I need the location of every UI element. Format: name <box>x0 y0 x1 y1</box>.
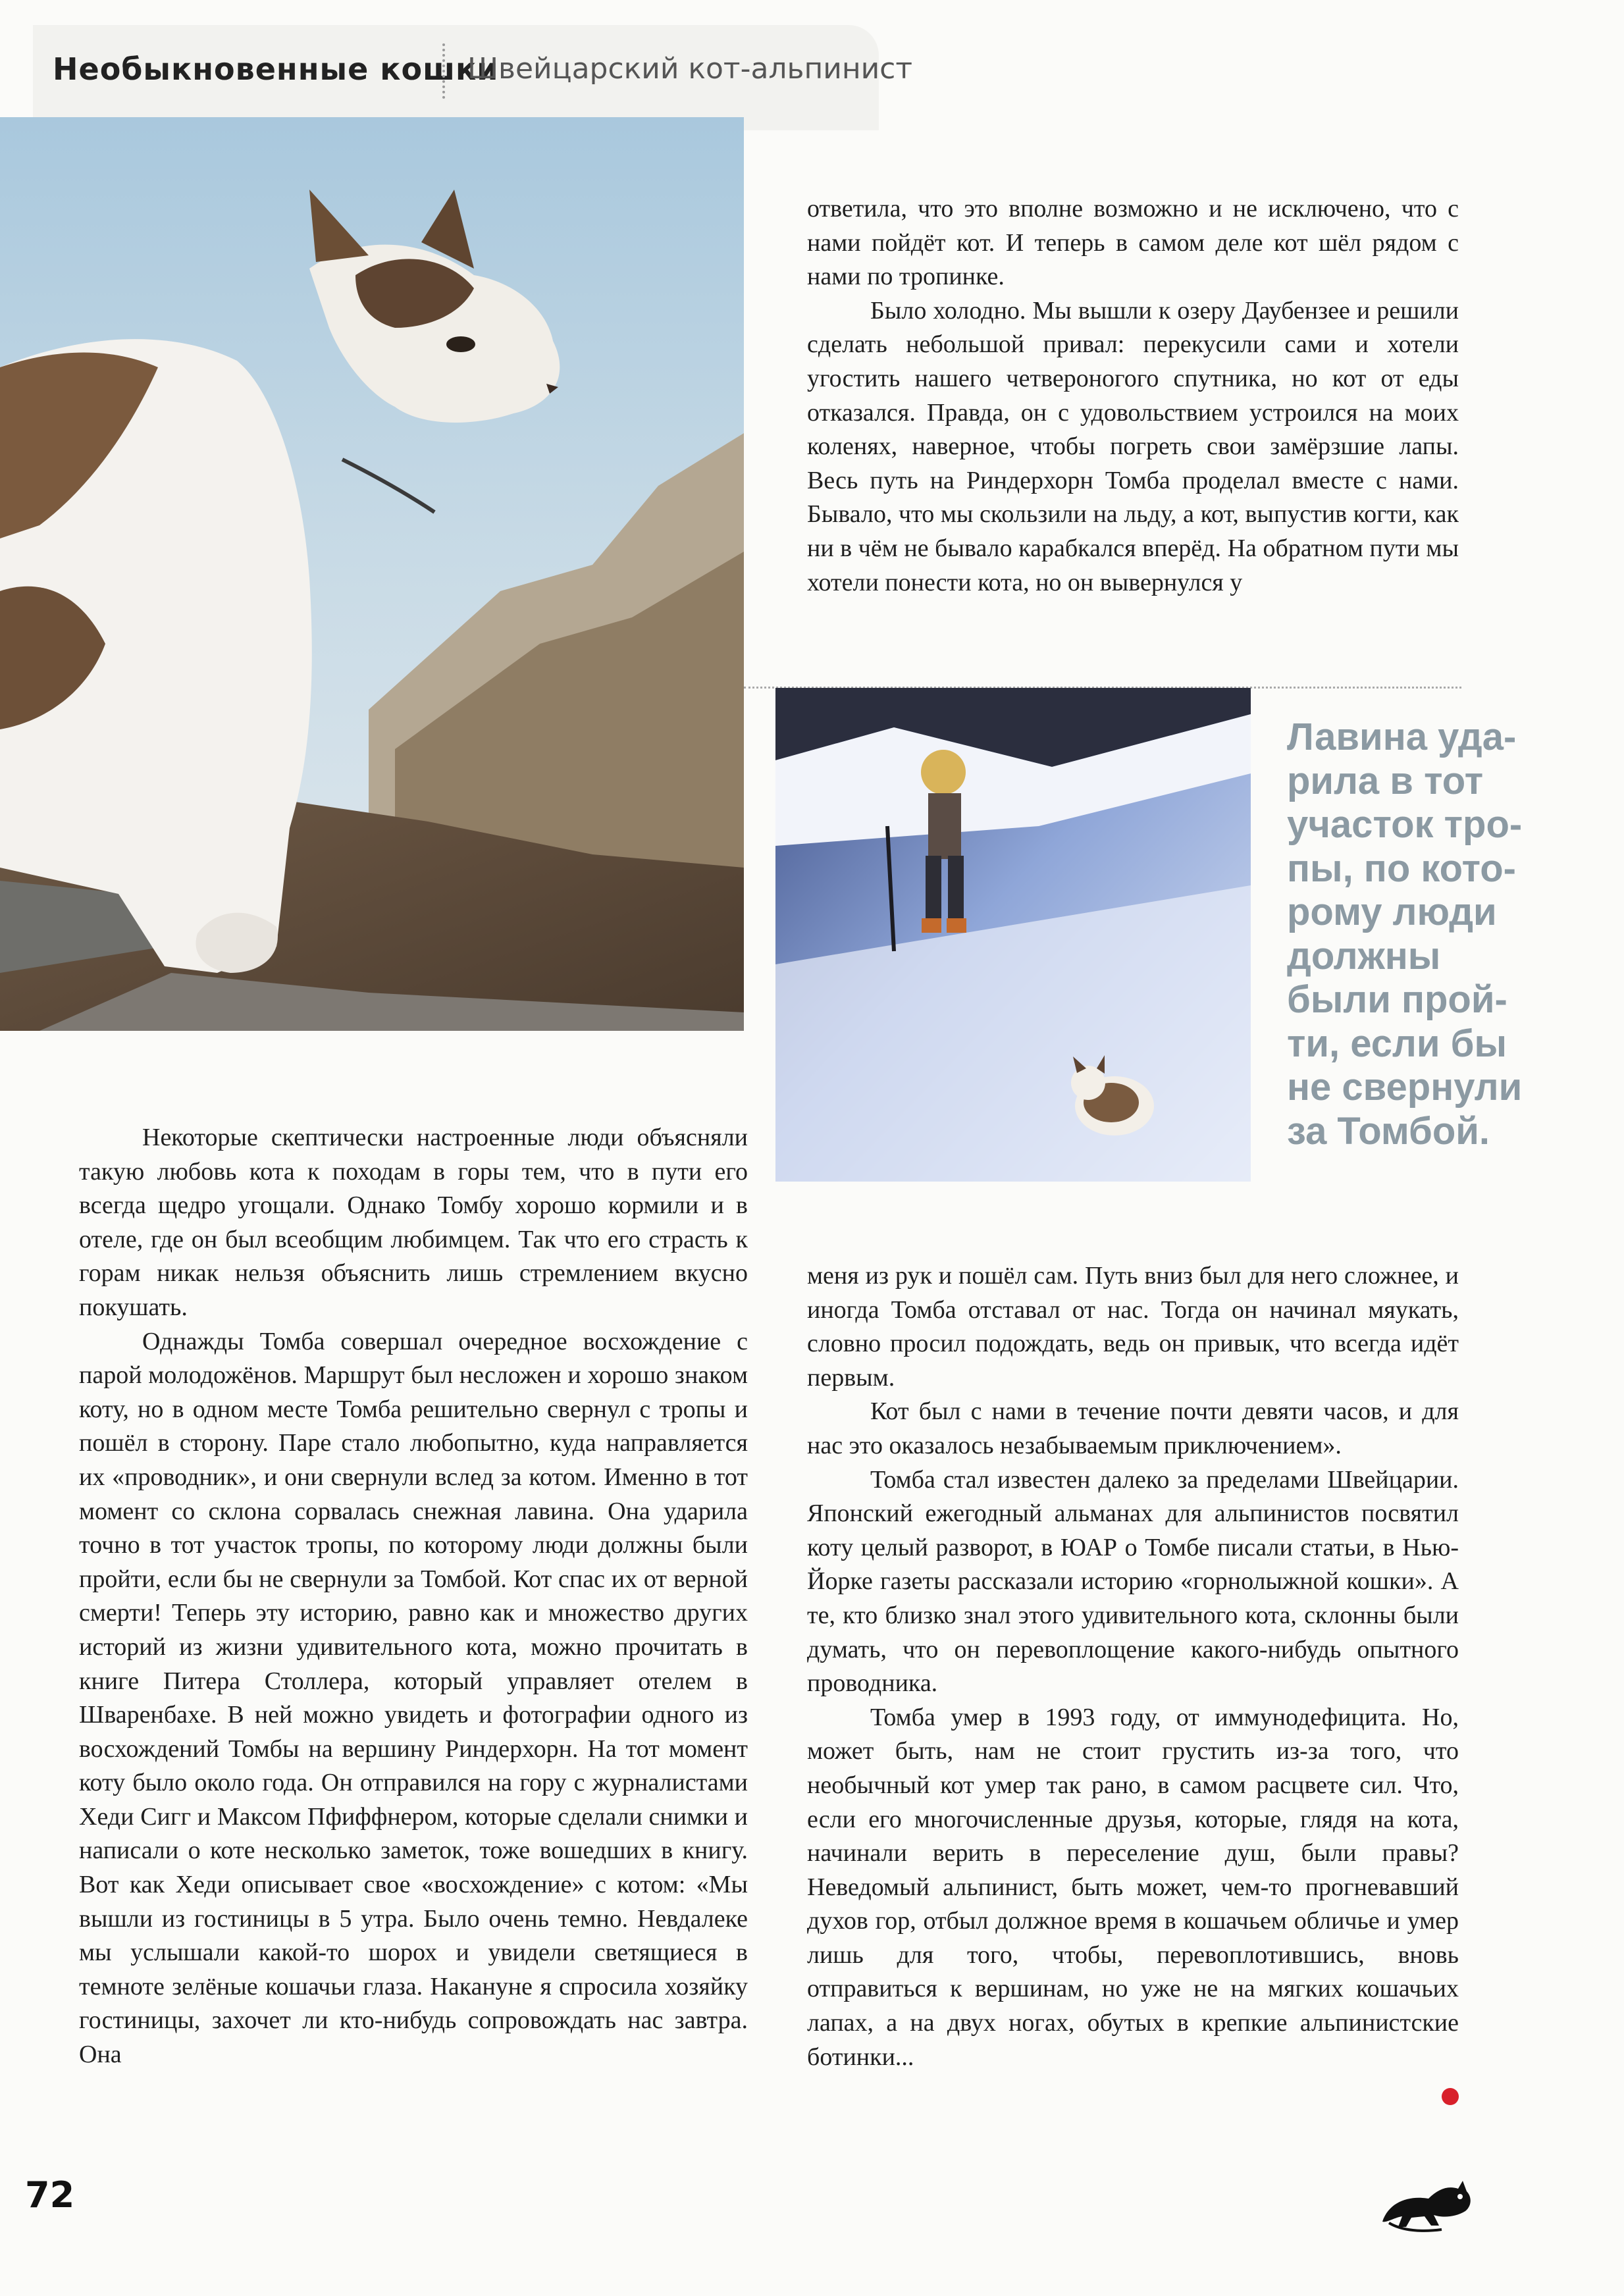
cat-on-rock-photo <box>0 117 744 1031</box>
pull-quote-line: должны <box>1287 934 1441 978</box>
end-marker-dot <box>1442 2088 1459 2105</box>
header-divider <box>442 43 445 99</box>
paragraph: меня из рук и пошёл сам. Путь вниз был для него сложнее, и иногда Томба отставал от нас. Тогда он начинал мяукать, словно просил подождать, ведь он привык, что всегда идёт первым. <box>807 1262 1459 1392</box>
paragraph: Томба умер в 1993 году, от иммунодефицита. Но, может быть, нам не стоит грустить из-за того, что необычный кот умер так рано, в самом расцвете сил. Что, если его многочисленные друзья, которые, глядя на кота, начинали верить в переселение душ, были правы? Неведомый альпинист, быть может, чем-то прогневавший духов гор, отбыл должное время в кошачьем обличье и умер лишь для того, чтобы, перевоплотившись, вновь отправиться к вершинам, но уже не на мягких кошачьих лапах, а на двух ногах, обутых в крепкие альпинистские ботинки... <box>807 1703 1459 2071</box>
pull-quote-line: не свернули <box>1287 1066 1523 1109</box>
text-column-left <box>79 1121 748 2072</box>
pull-quote-line: за Томбой. <box>1287 1109 1490 1153</box>
pull-quote-line: рому люди <box>1287 891 1497 933</box>
paragraph: Было холодно. Мы вышли к озеру Даубензее и решили сделать небольшой привал: перекусили сами и хотели угостить нашего четвероногого спутника, но кот от еды отказался. Правда, он с удовольствием устроился на моих коленях, наверное, чтобы погреть свои замёрзшие лапы. Весь путь на Риндерхорн Томба проделал вместе с нами. Бывало, что мы скользили на льду, а кот, выпустив когти, как ни в чём не бывало карабкался вперёд. На обратном пути мы хотели понести кота, но он вывернулся у <box>807 296 1459 596</box>
page-number: 72 <box>25 2174 75 2216</box>
paragraph: ответила, что это вполне возможно и не исключено, что с нами пойдёт кот. И теперь в самом деле кот шёл рядом с нами по тропинке. <box>807 195 1459 291</box>
paragraph: Томба стал известен далеко за пределами Швейцарии. Японский ежегодный альманах для альпинистов посвятил коту целый разворот, в ЮАР о Томбе писали статьи, в Нью-Йорке газеты рассказали историю «горнолыжной кошки». А те, кто близко знал этого удивительного кота, склонны были думать, что он перевоплощение какого-нибудь опытного проводника. <box>807 1465 1459 1698</box>
pull-quote-line: Лавина уда- <box>1287 716 1517 758</box>
text-column-right-top <box>807 192 1459 600</box>
pull-quote <box>1287 716 1537 1153</box>
paragraph: Некоторые скептически настроенные люди объясняли такую любовь кота к походам в горы тем, что в пути его всегда щедро угощали. Однако Томбу хорошо кормили и в отеле, где он был всеобщим любимцем. Так что его страсть к горам никак нельзя объяснить лишь стремлением вкусно покушать. <box>79 1124 748 1321</box>
text-column-right-bottom <box>807 1259 1459 2074</box>
paragraph: Кот был с нами в течение почти девяти часов, и для нас это оказалось незабываемым приключением». <box>807 1397 1459 1459</box>
article-title: Швейцарский кот-альпинист <box>467 52 913 86</box>
pull-quote-line: ти, если бы <box>1287 1022 1507 1065</box>
pull-quote-line: пы, по кото- <box>1287 847 1516 890</box>
climber-with-cat-photo <box>775 688 1251 1182</box>
section-rubric: Необыкновенные кошки <box>53 51 499 87</box>
paragraph: Однажды Томба совершал очередное восхождение с парой молодожёнов. Маршрут был несложен и хорошо знаком коту, но в одном месте Томба решительно свернул с тропы и пошёл в сторону. Паре стало любопытно, куда направляется их «проводник», и они свернули вслед за котом. Именно в тот момент со склона сорвалась снежная лавина. Она ударила точно в тот участок тропы, по которому люди должны были пройти, если бы не свернули за Томбой. Кот спас их от верной смерти! Теперь эту историю, равно как и множество других историй из жизни удивительного кота, можно прочитать в книге Питера Столлера, который управляет отелем в Шваренбахе. В ней можно увидеть и фотографии одного из восхождений Томбы на вершину Риндерхорн. На тот момент коту было около года. Он отправился на гору с журналистами Хеди Сигг и Максом Пфиффнером, которые сделали снимки и написали о коте несколько заметок, тоже вошедших в книгу. Вот как Хеди описывает свое «восхождение» с котом: «Мы вышли из гостиницы в 5 утра. Было очень темно. Невдалеке мы услышали какой-то шорох и увидели светящиеся в темноте зелёные кошачьи глаза. Накануне я спросила хозяйку гостиницы, захочет ли кто-нибудь сопровождать нас завтра. Она <box>79 1327 748 2069</box>
pull-quote-line: участок тро- <box>1287 803 1523 846</box>
cat-logo-icon <box>1376 2169 1475 2235</box>
pull-quote-line: были прой- <box>1287 978 1507 1021</box>
pull-quote-line: рила в тот <box>1287 759 1484 802</box>
